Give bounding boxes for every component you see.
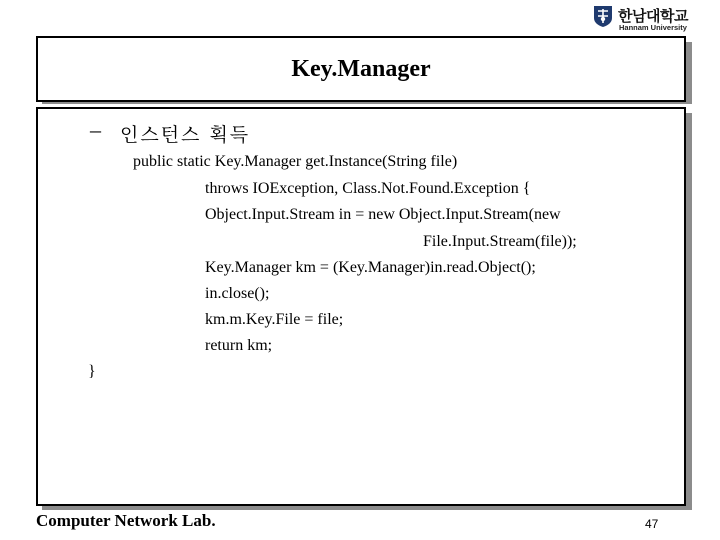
code-line: in.close(); xyxy=(205,285,270,302)
university-name-english: Hannam University xyxy=(619,23,687,32)
code-line: public static Key.Manager get.Instance(String file) xyxy=(133,153,458,170)
code-line: Key.Manager km = (Key.Manager)in.read.Object(); xyxy=(205,259,536,276)
university-logo xyxy=(592,4,692,32)
bullet-heading: 인스턴스 획득 xyxy=(120,124,251,146)
code-line: File.Input.Stream(file)); xyxy=(423,233,577,250)
code-line: return km; xyxy=(205,337,273,354)
title-box xyxy=(36,36,686,102)
university-name-korean: 한남대학교 xyxy=(618,7,688,25)
code-closing-brace: } xyxy=(88,363,96,380)
university-emblem-icon xyxy=(592,4,614,28)
code-line: km.m.Key.File = file; xyxy=(205,311,344,328)
code-line: throws IOException, Class.Not.Found.Exception { xyxy=(205,180,531,197)
page-number: 47 xyxy=(645,517,659,531)
bullet-marker: – xyxy=(90,117,101,142)
code-line: Object.Input.Stream in = new Object.Input.Stream(new xyxy=(205,206,561,223)
footer-lab-name: Computer Network Lab. xyxy=(36,511,216,530)
slide-title: Key.Manager xyxy=(291,56,431,82)
